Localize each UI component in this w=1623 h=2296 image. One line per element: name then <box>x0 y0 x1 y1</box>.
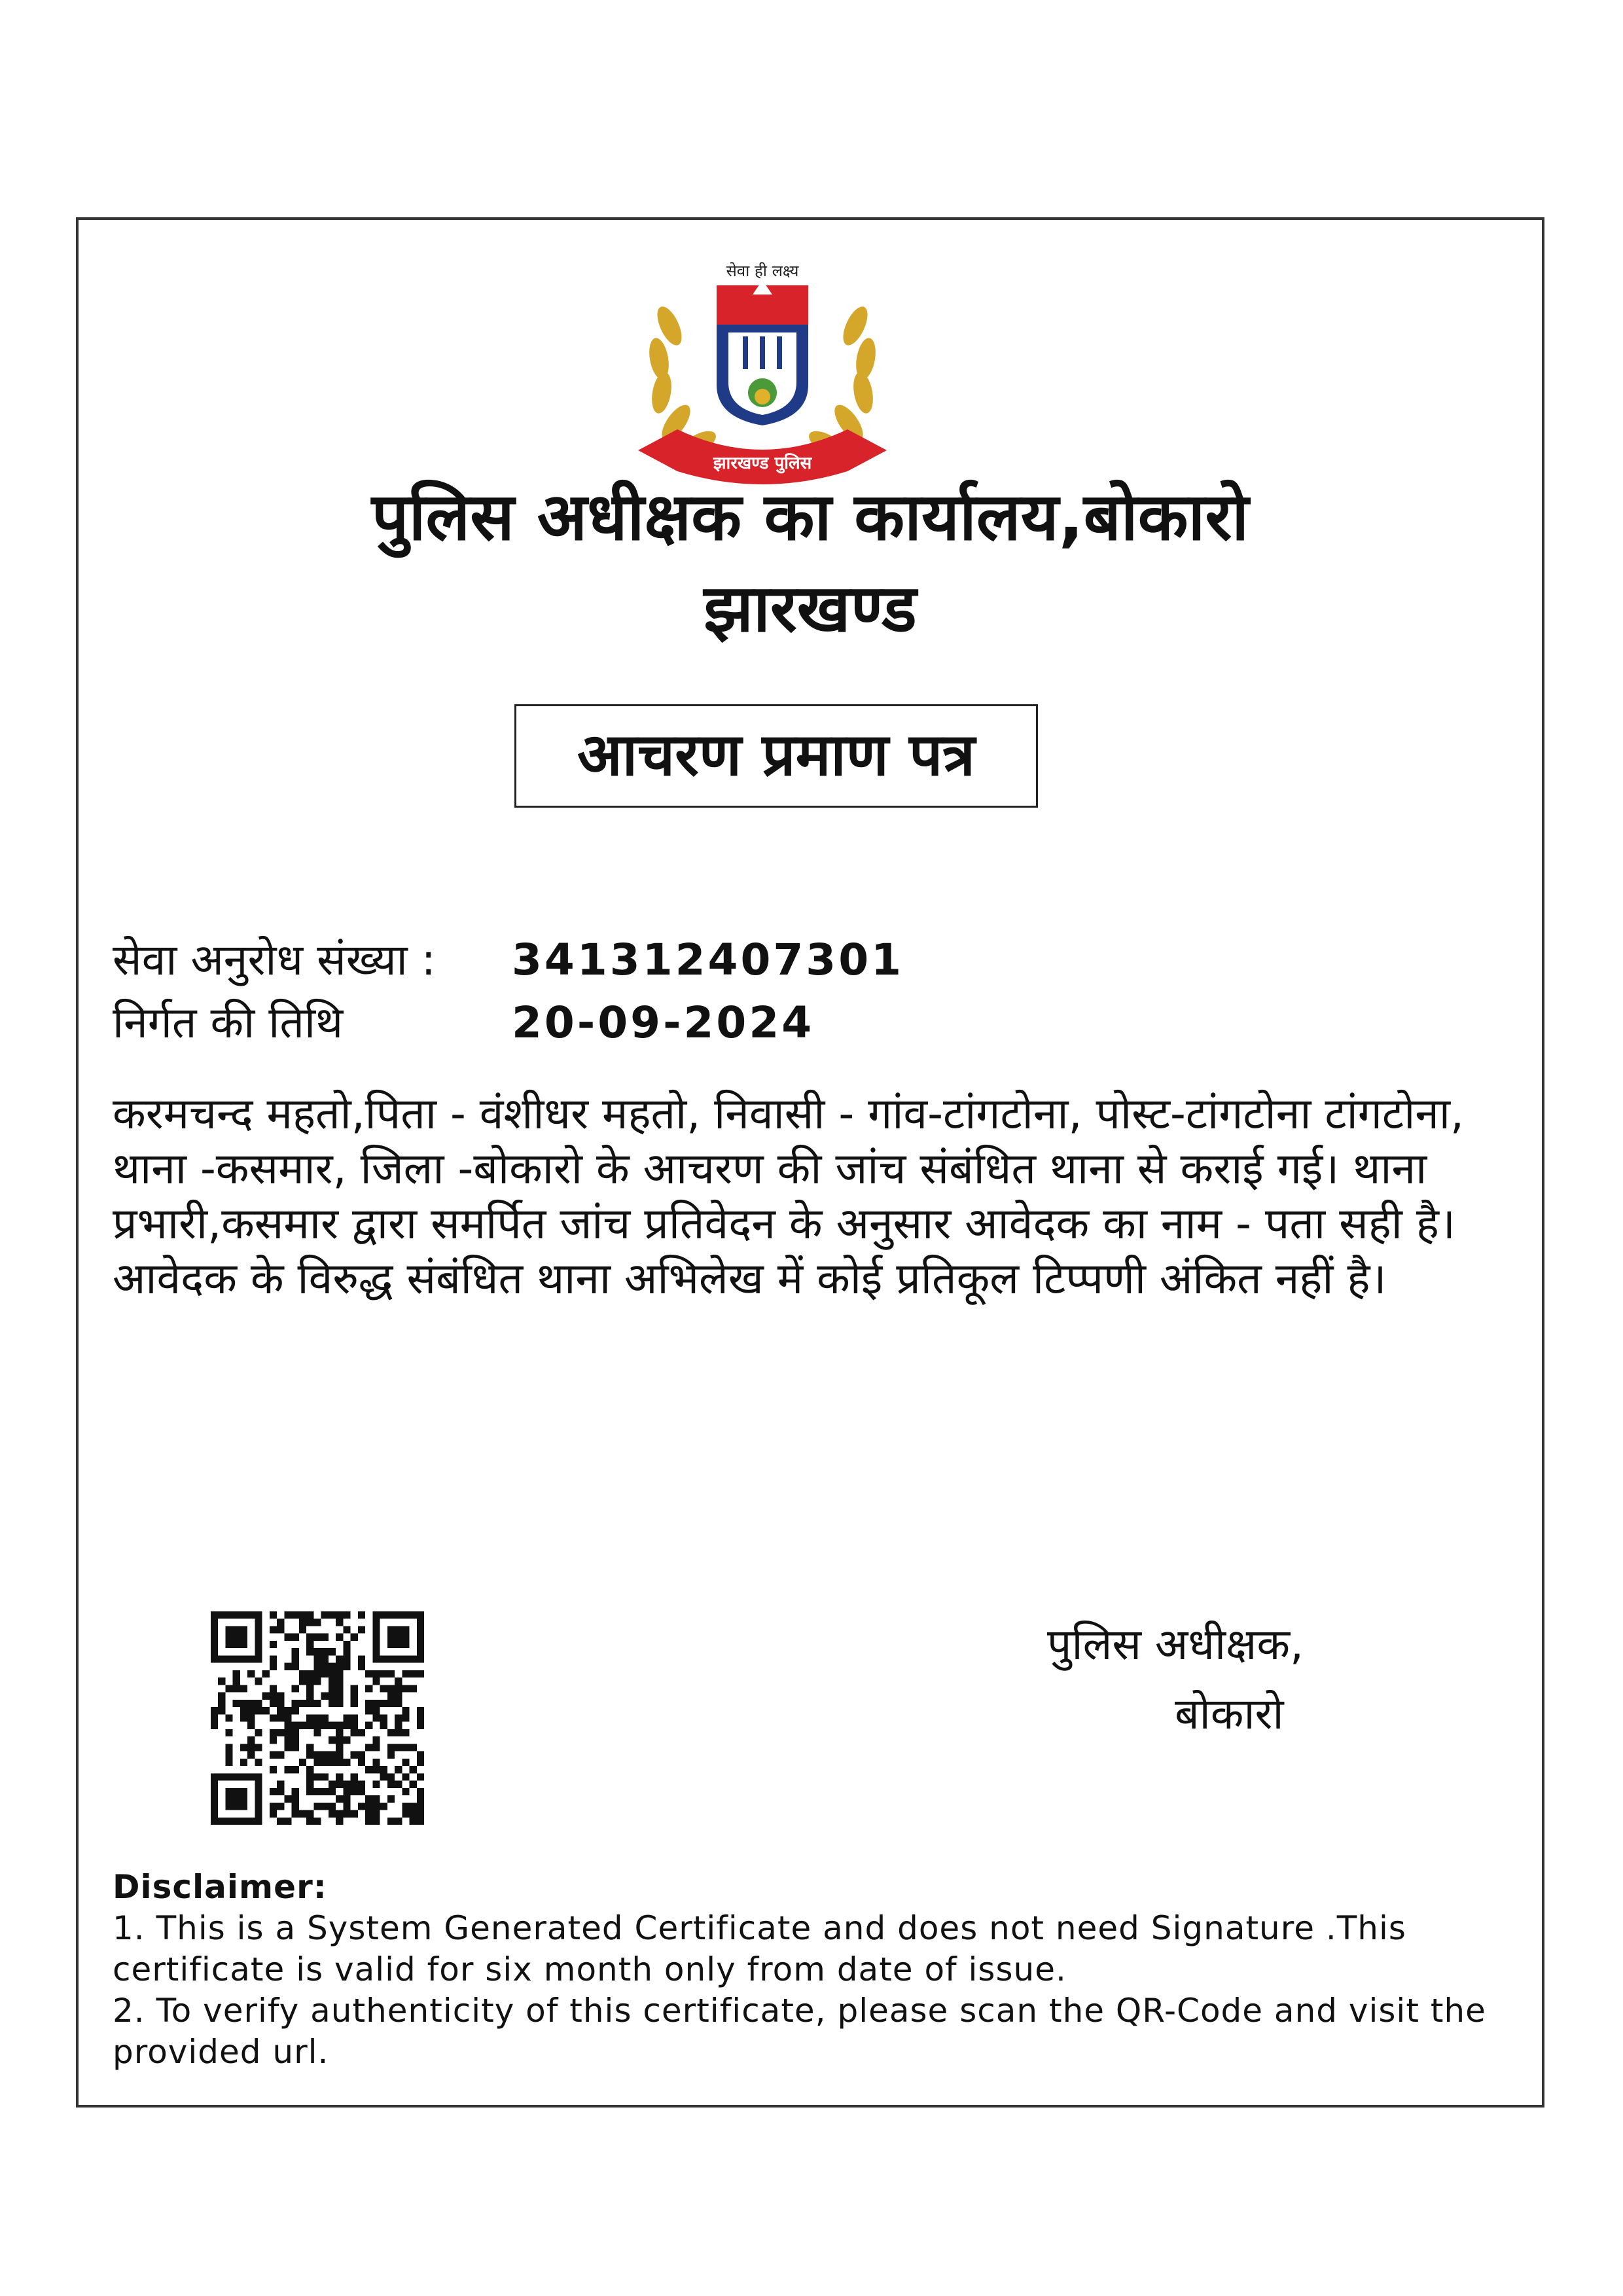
qr-code-icon[interactable] <box>211 1611 424 1825</box>
signatory-block <box>1047 1610 1304 1749</box>
disclaimer-heading: Disclaimer: <box>113 1868 327 1906</box>
request-number: 341312407301 <box>512 935 904 985</box>
disclaimer-item-2: 2. To verify authenticity of this certificate, please scan the QR-Code and visit the provided url. <box>113 1992 1486 2071</box>
request-number-row <box>113 931 904 990</box>
jharkhand-police-emblem <box>618 254 906 496</box>
emblem-banner-text: झारखण्ड पुलिस <box>713 454 812 473</box>
issue-date-row <box>113 994 814 1052</box>
signatory-place: बोकारो <box>1175 1689 1284 1739</box>
signatory-title: पुलिस अधीक्षक, <box>1047 1619 1304 1670</box>
request-label: सेवा अनुरोध संख्या : <box>113 935 436 985</box>
office-line1: पुलिस अधीक्षक का कार्यालय,बोकारो <box>371 478 1249 555</box>
emblem-motto: सेवा ही लक्ष्य <box>726 262 799 280</box>
certificate-body: करमचन्द महतो,पिता - वंशीधर महतो, निवासी - गांव-टांगटोना, पोस्ट-टांगटोना टांगटोना, थाना -कसमार, जिला -बोकारो के आचरण की जांच संबंधित थाना से कराई गई। थाना प्रभारी,कसमार द्वारा समर्पित जांच प्रतिवेदन के अनुसार आवेदक का नाम - पता सही है। आवेदक के विरुद्ध संबंधित थाना अभिलेख में कोई प्रतिकूल टिप्पणी अंकित नहीं है। <box>113 1088 1464 1304</box>
issue-date: 20-09-2024 <box>512 997 815 1048</box>
certificate-title: आचरण प्रमाण पत्र <box>514 704 1038 808</box>
issue-date-label: निर्गत की तिथि <box>113 997 344 1048</box>
office-heading <box>76 471 1544 655</box>
office-line2: झारखण्ड <box>704 570 917 647</box>
disclaimer <box>113 1867 1487 2073</box>
disclaimer-item-1: 1. This is a System Generated Certificate and does not need Signature .This certificate is valid for six month only from date of issue. <box>113 1909 1406 1988</box>
